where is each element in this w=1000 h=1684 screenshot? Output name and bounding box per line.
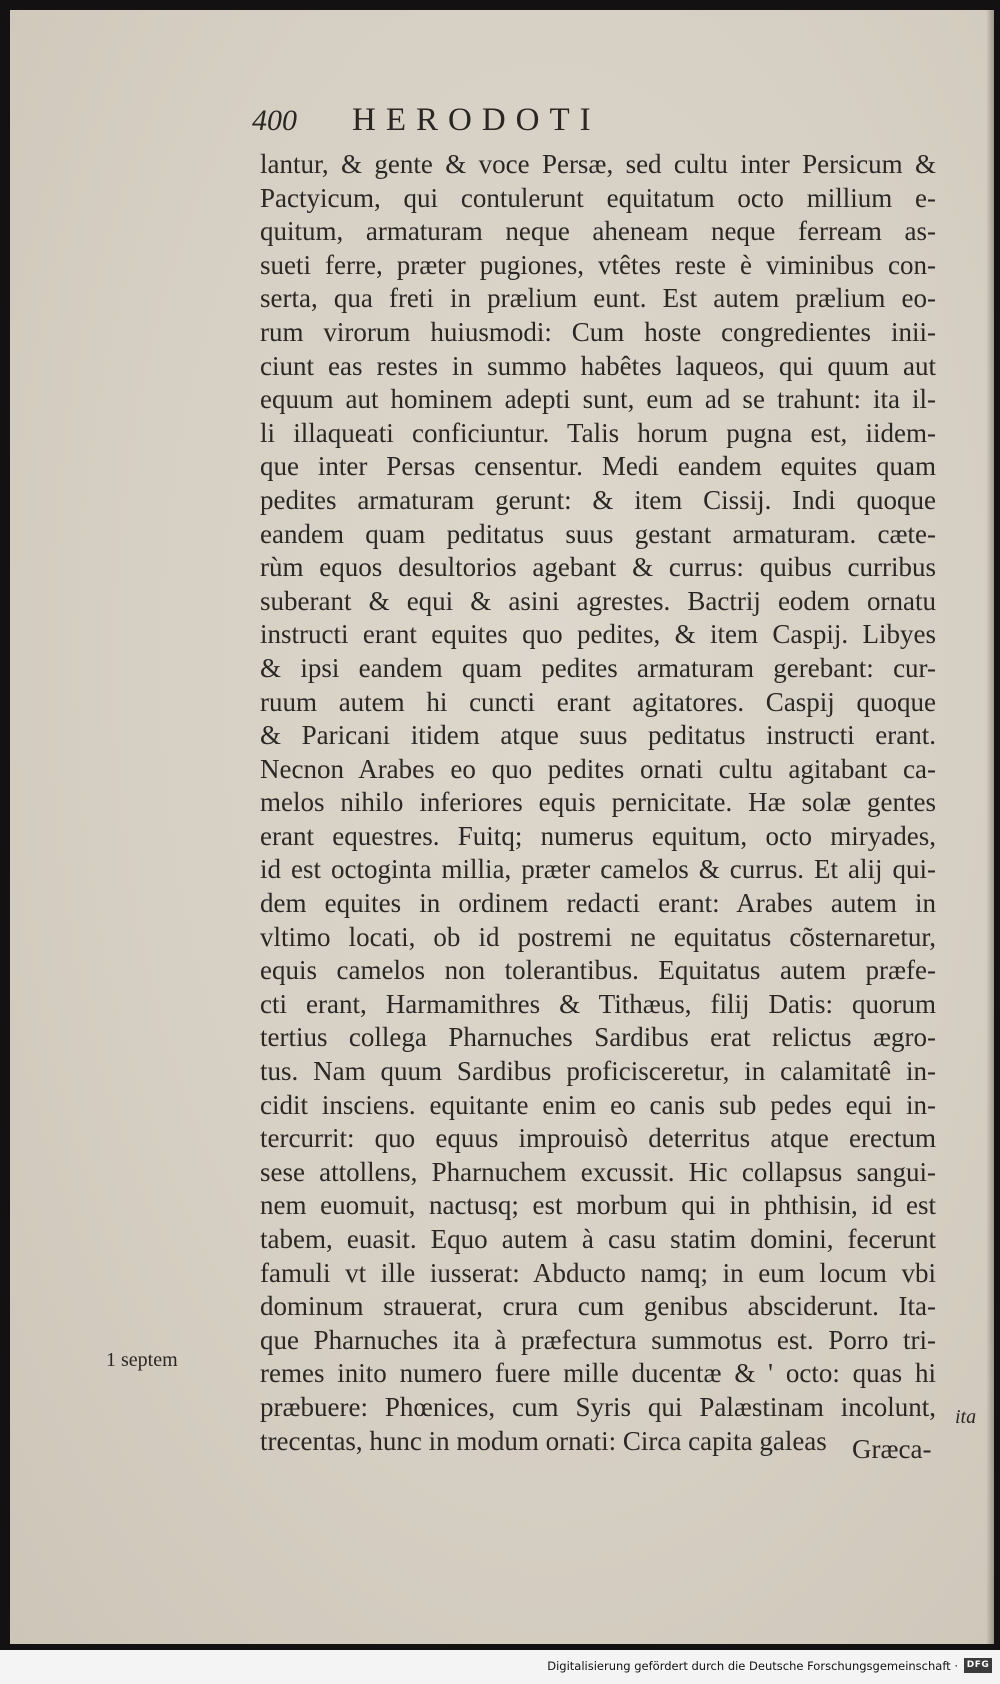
text-line: tertius collega Pharnuches Sardibus erat relictus ægro- [260,1022,936,1053]
margin-note-right: ita [955,1406,977,1428]
text-line: dem equites in ordinem redacti erant: Arabes autem in [260,888,936,919]
text-line: sese attollens, Pharnuchem excussit. Hic collapsus sangui- [260,1156,936,1187]
text-line: tus. Nam quum Sardibus proficisceretur, in calamitatê in- [260,1056,936,1087]
text-line: equis camelos non tolerantibus. Equitatus autem præfe- [260,955,936,986]
text-line: rum virorum huiusmodi: Cum hoste congredientes inii- [260,316,936,347]
text-line: id est octoginta millia, præter camelos & currus. Et alij qui- [260,854,936,885]
text-line: equum aut hominem adepti sunt, eum ad se trahunt: ita il- [260,384,936,415]
digitization-footer [0,1650,1000,1684]
text-line: tabem, euasit. Equo autem à casu statim domini, fecerunt [260,1224,936,1254]
text-line: melos nihilo inferiores equis pernicitate. Hæ solæ gentes [260,787,936,818]
text-line: vltimo locati, ob id postremi ne equitatus cõsternaretur, [260,921,936,952]
text-line: quitum, armaturam neque aheneam neque ferream as- [260,216,936,247]
margin-note-left: 1 septem [106,1349,178,1371]
text-line: & ipsi eandem quam pedites armaturam gerebant: cur- [260,652,936,683]
book-page [10,10,994,1644]
text-line: que Pharnuches ita à præfectura summotus est. Porro tri- [260,1324,936,1355]
body-text [260,148,936,1458]
page-edge-shadow [986,10,994,1644]
text-line: rùm equos desultorios agebant & currus: quibus curribus [260,552,936,583]
text-line: Necnon Arabes eo quo pedites ornati cultu agitabant ca- [260,753,936,784]
page-number: 400 [252,104,297,137]
text-line: suberant & equi & asini agrestes. Bactrij eodem ornatu [260,585,936,616]
text-line: cti erant, Harmamithres & Tithæus, filij Datis: quorum [260,988,936,1019]
text-line: Pactyicum, qui contulerunt equitatum octo millium e- [260,182,936,213]
catchword: Græca- [852,1434,932,1464]
text-line: serta, qua freti in prælium eunt. Est autem prælium eo- [260,283,936,314]
text-line: pedites armaturam gerunt: & item Cissij. Indi quoque [260,484,936,515]
text-line: tercurrit: quo equus improuisò deterritus atque erectum [260,1123,936,1154]
text-line: li illaqueati conficiuntur. Talis horum pugna est, iidem- [260,417,936,448]
text-line: ciunt eas restes in summo habêtes laqueos, qui quum aut [260,350,936,381]
text-line: & Paricani itidem atque suus peditatus instructi erant. [260,720,936,751]
running-head [252,104,772,144]
text-line: que inter Persas censentur. Medi eandem equites quam [260,451,936,482]
text-line: eandem quam peditatus suus gestant armaturam. cæte- [260,518,936,549]
text-line: instructi erant equites quo pedites, & item Caspij. Libyes [260,619,936,650]
dfg-logo-icon: DFG [964,1658,992,1673]
text-line: cidit insciens. equitante enim eo canis sub pedes equi in- [260,1089,936,1120]
text-line: sueti ferre, præter pugiones, vtêtes reste è viminibus con- [260,249,936,280]
text-line: lantur, & gente & voce Persæ, sed cultu inter Persicum & [260,149,936,179]
text-line: remes inito numero fuere mille ducentæ & ' octo: quas hi [260,1358,936,1389]
text-line: nem euomuit, nactusq; est morbum qui in phthisin, id est [260,1190,936,1221]
text-line: ruum autem hi cuncti erant agitatores. Caspij quoque [260,686,936,717]
text-line: præbuere: Phœnices, cum Syris qui Palæstinam incolunt, [260,1391,936,1422]
text-line: trecentas, hunc in modum ornati: Circa capita galeas [260,1425,827,1456]
running-title: HERODOTI [352,102,601,138]
text-line: erant equestres. Fuitq; numerus equitum, octo miryades, [260,820,936,851]
text-line: dominum strauerat, crura cum genibus absciderunt. Ita- [260,1291,936,1322]
text-line: famuli vt ille iusserat: Abducto namq; in eum locum vbi [260,1257,936,1288]
footer-credit: Digitalisierung gefördert durch die Deutsche Forschungsgemeinschaft · [547,1659,958,1673]
